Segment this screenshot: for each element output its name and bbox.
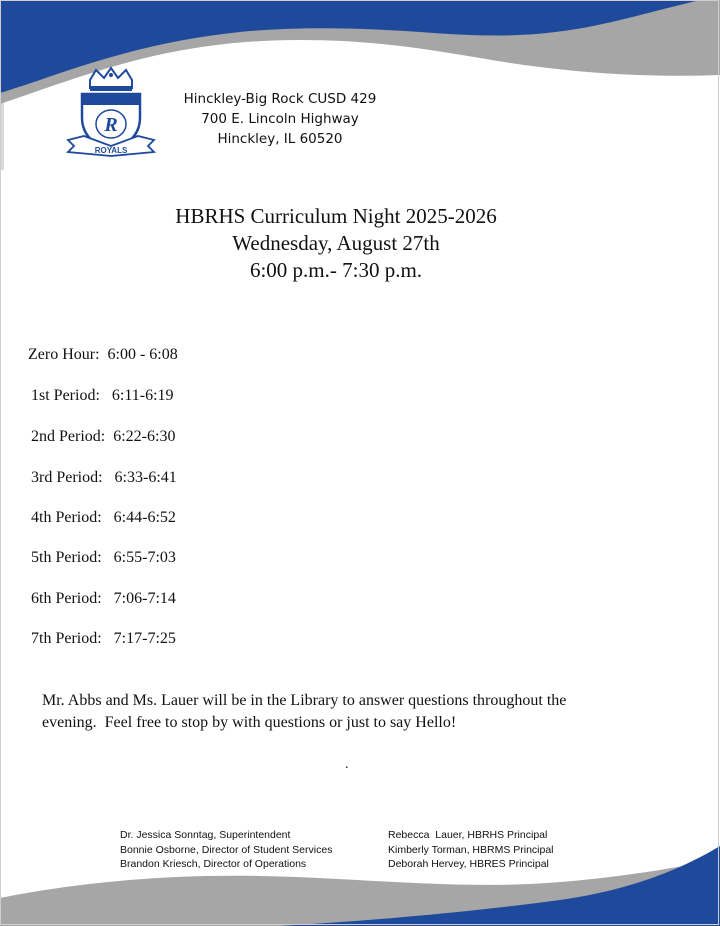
schedule-row: 5th Period: 6:55-7:03 [31, 549, 176, 566]
svg-text:ROYALS: ROYALS [94, 146, 128, 155]
event-time: 6:00 p.m.- 7:30 p.m. [249, 258, 423, 282]
svg-text:R: R [104, 114, 118, 136]
schedule-row: 7th Period: 7:17-7:25 [31, 630, 176, 647]
district-name: Hinckley-Big Rock CUSD 429 [183, 91, 377, 107]
schedule-row: 1st Period: 6:11-6:19 [31, 387, 174, 404]
city-state-zip: Hinckley, IL 60520 [217, 131, 343, 147]
stray-dot: . [345, 757, 349, 772]
staff-entry: Brandon Kriesch, Director of Operations [120, 858, 307, 870]
staff-entry: Kimberly Torman, HBRMS Principal [388, 843, 554, 856]
district-address [160, 89, 400, 149]
event-heading [0, 203, 672, 284]
staff-entry: Bonnie Osborne, Director of Student Services [120, 843, 333, 856]
schedule-row: 4th Period: 6:44-6:52 [31, 509, 176, 526]
schedule-row: 2nd Period: 6:22-6:30 [31, 428, 176, 445]
royals-crest-icon [66, 66, 156, 162]
note-line-1: Mr. Abbs and Ms. Lauer will be in the Library to answer questions throughout the [42, 692, 567, 709]
staff-entry: Dr. Jessica Sonntag, Superintendent [120, 829, 291, 841]
staff-entry: Deborah Hervey, HBRES Principal [388, 858, 549, 870]
event-title: HBRHS Curriculum Night 2025-2026 [175, 204, 497, 228]
street-address: 700 E. Lincoln Highway [201, 111, 359, 127]
schedule-row: 6th Period: 7:06-7:14 [31, 590, 176, 607]
schedule-row: Zero Hour: 6:00 - 6:08 [28, 346, 178, 363]
bottom-wave-decoration [0, 826, 720, 926]
library-note [42, 690, 672, 734]
note-line-2: evening. Feel free to stop by with questions or just to say Hello! [42, 714, 457, 731]
event-date: Wednesday, August 27th [232, 231, 440, 255]
schedule-row: 3rd Period: 6:33-6:41 [31, 469, 177, 486]
staff-entry: Rebecca Lauer, HBRHS Principal [388, 829, 548, 841]
